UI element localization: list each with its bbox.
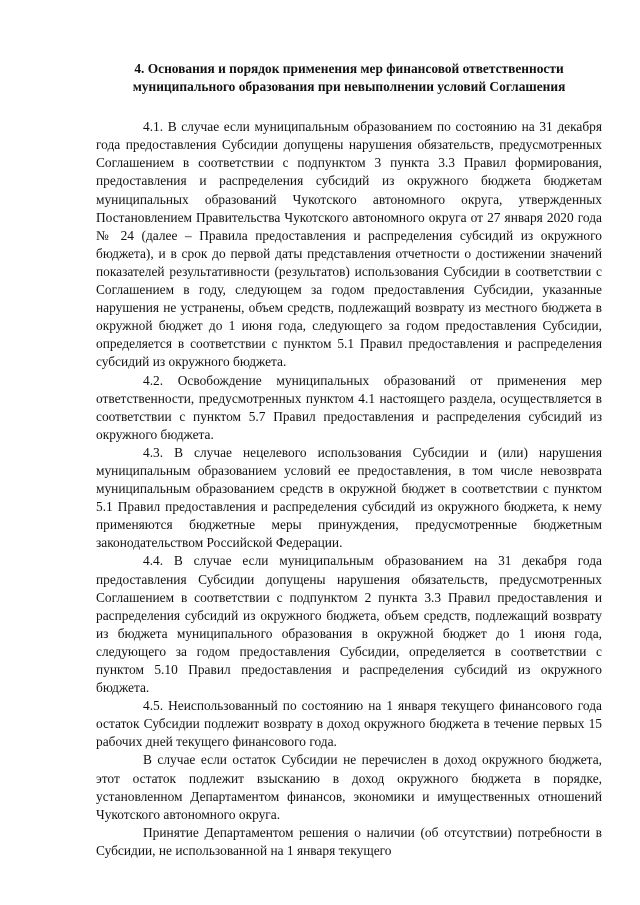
paragraph-4-4: 4.4. В случае если муниципальным образованием на 31 декабря года предоставления Субсидии допущены нарушения обязательств, предусмотренных Соглашением в соответствии с подпунктом 2 пункта 3.3 Правил предоставления и распределения субсидий из окружного бюджета, объем средств, подлежащий возврату из бюджета муниципального образования в окружной бюджет до 1 июня года, следующего за годом предоставления Субсидии, определяется в соответствии с пунктом 5.10 Правил предоставления и распределения субсидий из окружного бюджета. — [96, 553, 602, 696]
paragraph-department-decision: Принятие Департаментом решения о наличии (об отсутствии) потребности в Субсидии, не использованной на 1 января текущего — [96, 824, 602, 858]
paragraph-4-1: 4.1. В случае если муниципальным образованием по состоянию на 31 декабря года предоставления Субсидии допущены нарушения обязательств, предусмотренных Соглашением в соответствии с подпунктом 3 пункта 3.3 Правил формирования, предоставления и распределения субсидий из окружного бюджета бюджетам муниципальных образований Чукотского автономного округа, утвержденных Постановлением Правительства Чукотского автономного округа от 27 января 2020 года № 24 (далее – Правила предоставления и распределения субсидий из окружного бюджета), и в срок до первой даты представления отчетности о достижении значений показателей результативности (результатов) использования Субсидии в соответствии с Соглашением в году, следующем за годом предоставления Субсидии, указанные нарушения не устранены, объем средств, подлежащий возврату из местного бюджета в окружной бюджет до 1 июня года, следующего за годом предоставления Субсидии, определяется в соответствии с пунктом 5.1 Правил предоставления и распределения субсидий из окружного бюджета. — [96, 119, 602, 370]
section-title-line-2: муниципального образования при невыполнении условий Соглашения — [132, 79, 566, 95]
paragraph-4-5: 4.5. Неиспользованный по состоянию на 1 января текущего финансового года остаток Субсидии подлежит возврату в доход окружного бюджета в течение первых 15 рабочих дней текущего финансового года. — [96, 698, 602, 750]
paragraph-4-2: 4.2. Освобождение муниципальных образований от применения мер ответственности, предусмотренных пунктом 4.1 настоящего раздела, осуществляется в соответствии с пунктом 5.7 Правил предоставления и распределения субсидий из окружного бюджета. — [96, 372, 602, 442]
paragraph-remainder-collection: В случае если остаток Субсидии не перечислен в доход окружного бюджета, этот остаток подлежит взысканию в доход окружного бюджета в порядке, установленном Департаментом финансов, экономики и имущественных отношений Чукотского автономного округа. — [96, 752, 602, 822]
section-title-line-1: 4. Основания и порядок применения мер финансовой ответственности — [134, 61, 564, 76]
document-page — [96, 60, 602, 860]
paragraph-4-3: 4.3. В случае нецелевого использования Субсидии и (или) нарушения муниципальным образованием условий ее предоставления, в том числе невозврата муниципальным образованием средств в окружной бюджет в соответствии с пунктом 5.1 Правил предоставления и распределения субсидий из окружного бюджета, к нему применяются бюджетные меры принуждения, предусмотренные бюджетным законодательством Российской Федерации. — [96, 444, 602, 551]
section-heading — [96, 60, 602, 96]
